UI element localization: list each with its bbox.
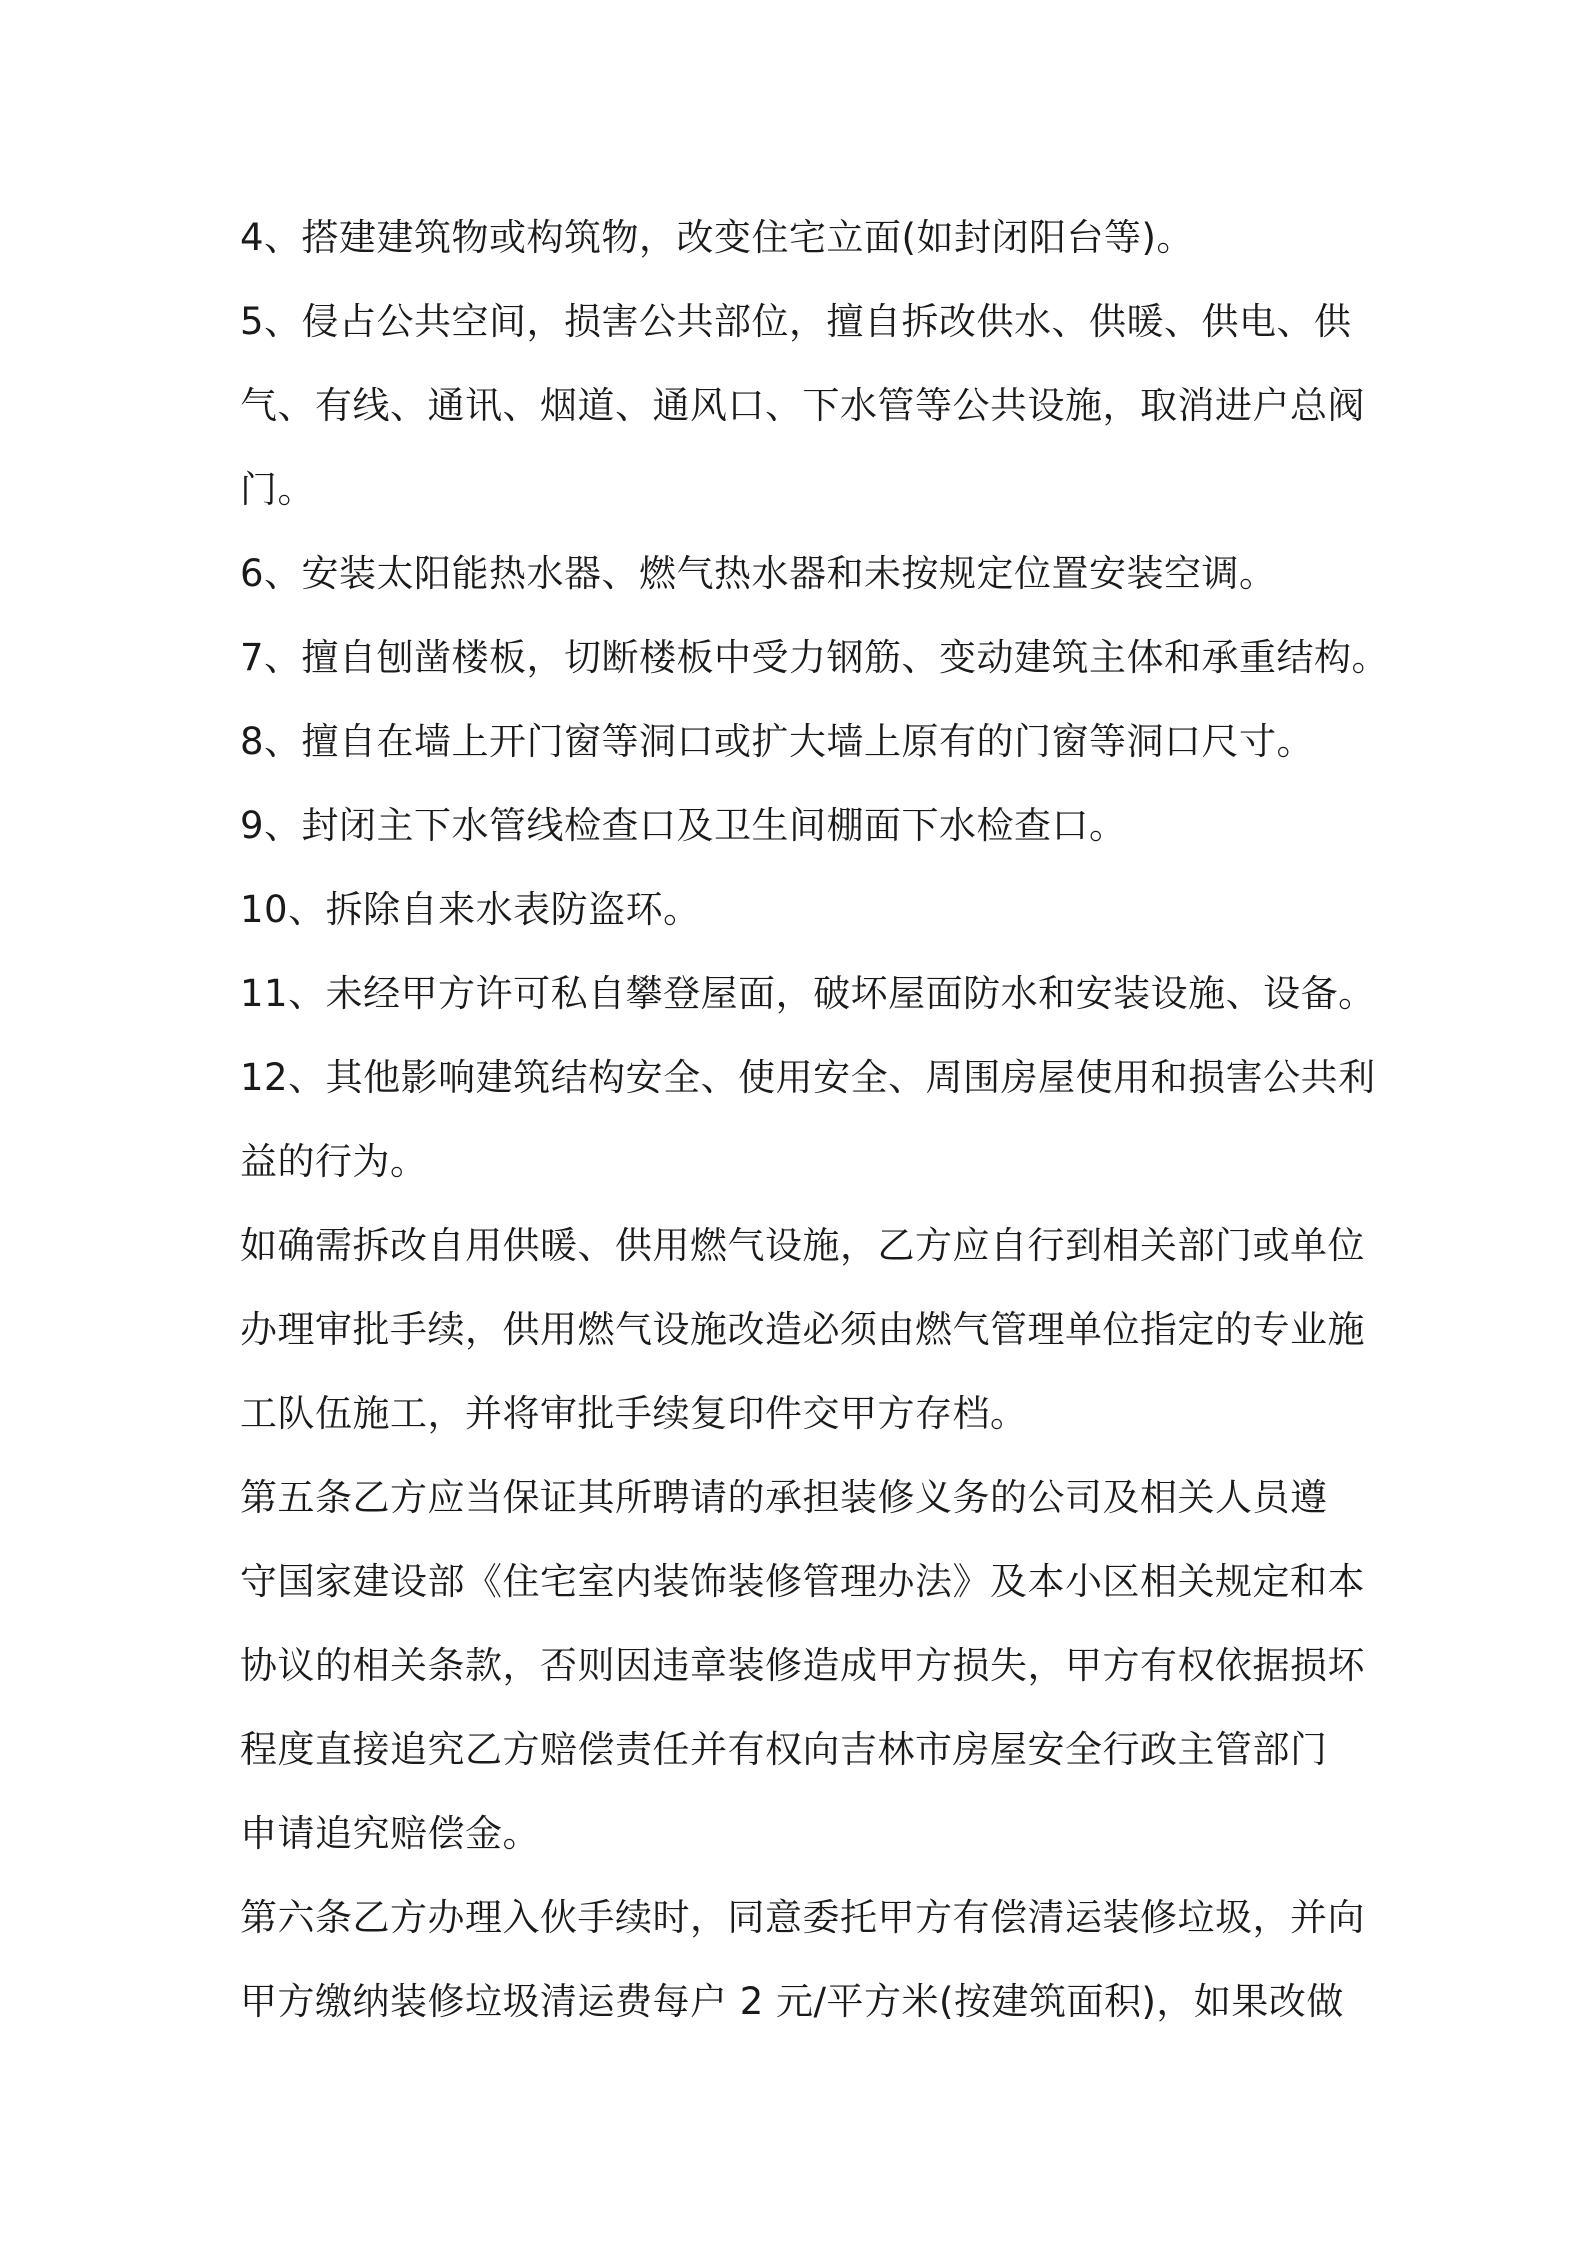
text-line: 气、有线、通讯、烟道、通风口、下水管等公共设施，取消进户总阀 bbox=[240, 384, 1365, 427]
text-line: 守国家建设部《住宅室内装饰装修管理办法》及本小区相关规定和本 bbox=[240, 1560, 1365, 1603]
text-line: 如确需拆改自用供暖、供用燃气设施，乙方应自行到相关部门或单位 bbox=[240, 1224, 1365, 1267]
text-line: 7、擅自刨凿楼板，切断楼板中受力钢筋、变动建筑主体和承重结构。 bbox=[240, 636, 1390, 679]
text-line: 益的行为。 bbox=[240, 1140, 428, 1183]
text-line: 12、其他影响建筑结构安全、使用安全、周围房屋使用和损害公共利 bbox=[240, 1056, 1376, 1099]
text-line: 5、侵占公共空间，损害公共部位，擅自拆改供水、供暖、供电、供 bbox=[240, 300, 1352, 343]
text-line: 第五条乙方应当保证其所聘请的承担装修义务的公司及相关人员遵 bbox=[240, 1476, 1328, 1519]
text-line: 申请追究赔偿金。 bbox=[240, 1812, 540, 1855]
text-line: 4、搭建建筑物或构筑物，改变住宅立面(如封闭阳台等)。 bbox=[240, 216, 1194, 259]
text-line: 门。 bbox=[240, 468, 315, 511]
text-line: 办理审批手续，供用燃气设施改造必须由燃气管理单位指定的专业施 bbox=[240, 1308, 1365, 1351]
text-line: 工队伍施工，并将审批手续复印件交甲方存档。 bbox=[240, 1392, 1028, 1435]
text-line: 8、擅自在墙上开门窗等洞口或扩大墙上原有的门窗等洞口尺寸。 bbox=[240, 720, 1315, 763]
text-line: 6、安装太阳能热水器、燃气热水器和未按规定位置安装空调。 bbox=[240, 552, 1277, 595]
text-line: 甲方缴纳装修垃圾清运费每户 2 元/平方米(按建筑面积)，如果改做 bbox=[240, 1980, 1344, 2023]
text-line: 程度直接追究乙方赔偿责任并有权向吉林市房屋安全行政主管部门 bbox=[240, 1728, 1328, 1771]
text-line: 11、未经甲方许可私自攀登屋面，破坏屋面防水和安装设施、设备。 bbox=[240, 972, 1376, 1015]
text-line: 9、封闭主下水管线检查口及卫生间棚面下水检查口。 bbox=[240, 804, 1127, 847]
text-line: 第六条乙方办理入伙手续时，同意委托甲方有偿清运装修垃圾，并向 bbox=[240, 1896, 1365, 1939]
text-line: 10、拆除自来水表防盗环。 bbox=[240, 888, 701, 931]
document-body bbox=[240, 196, 1390, 2044]
text-line: 协议的相关条款，否则因违章装修造成甲方损失，甲方有权依据损坏 bbox=[240, 1644, 1365, 1687]
